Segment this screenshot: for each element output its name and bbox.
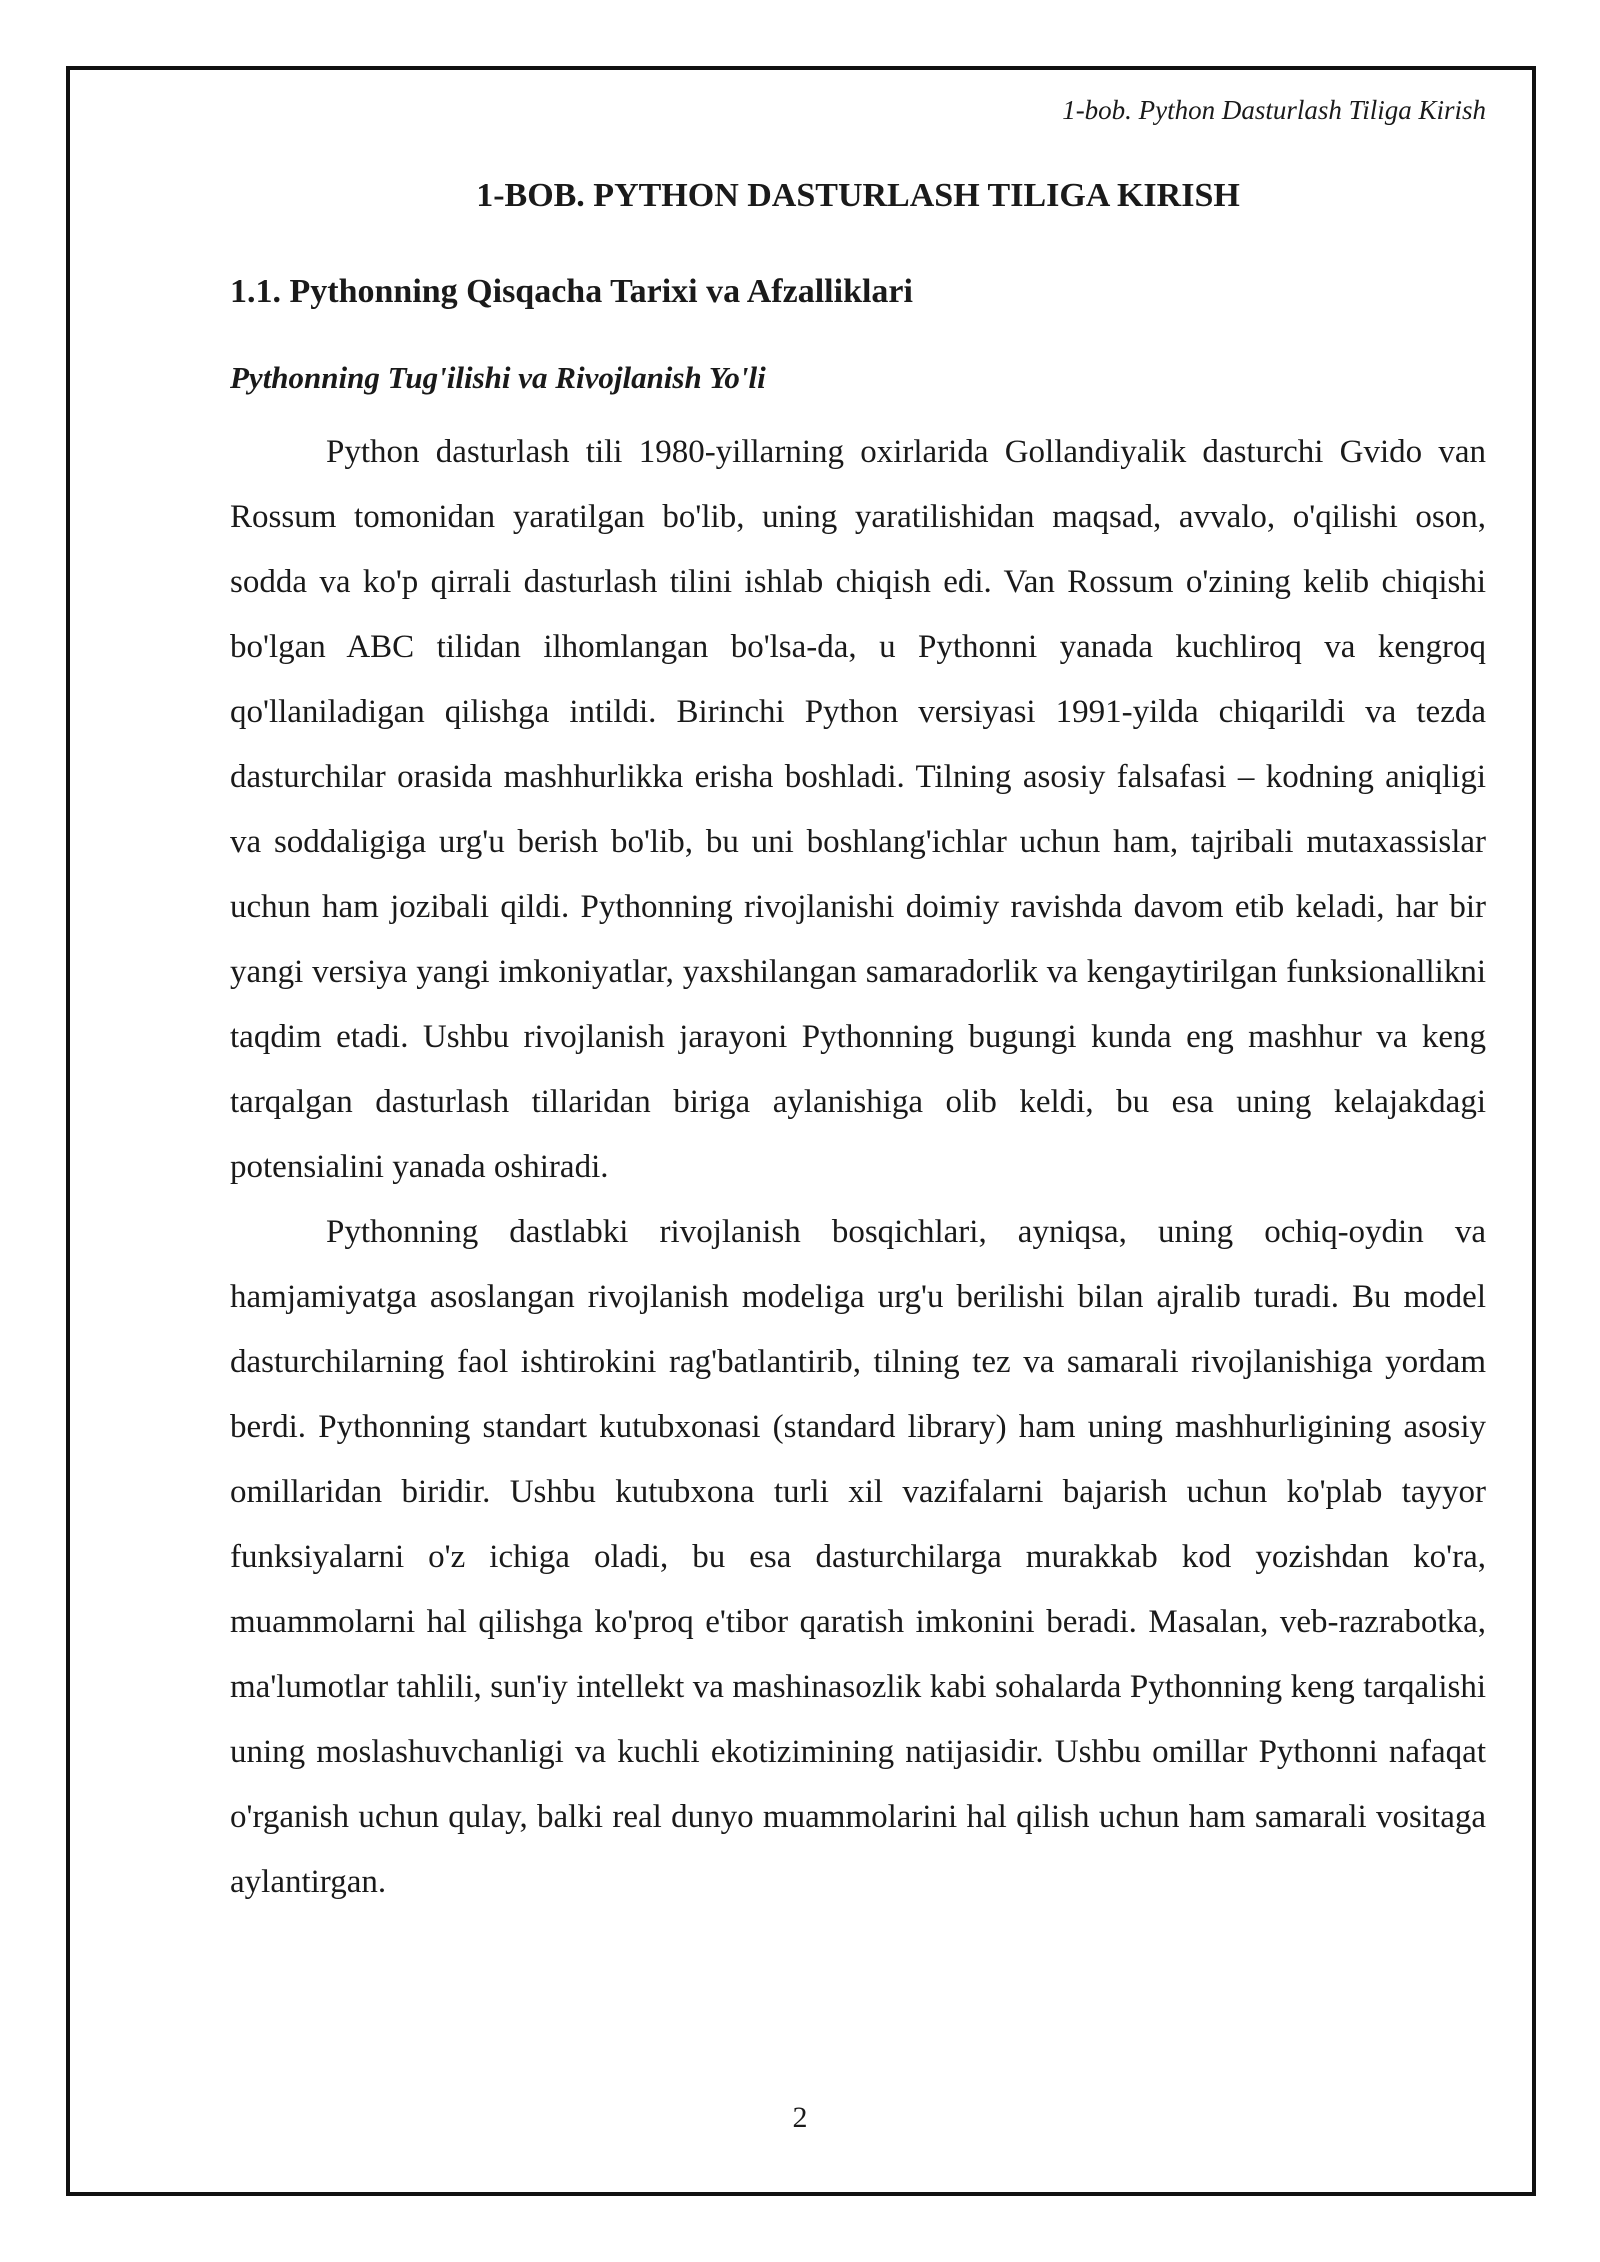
page-content (230, 90, 1486, 1915)
body-paragraph: Pythonning dastlabki rivojlanish bosqichlari, ayniqsa, uning ochiq-oydin va hamjamiyatga asoslangan rivojlanish modeliga urg'u berilishi bilan ajralib turadi. Bu model dasturchilarning faol ishtirokini rag'batlantirib, tilning tez va samarali rivojlanishiga yordam berdi. Pythonning standart kutubxonasi (standard library) ham uning mashhurligining asosiy omillaridan biridir. Ushbu kutubxona turli xil vazifalarni bajarish uchun ko'plab tayyor funksiyalarni o'z ichiga oladi, bu esa dasturchilarga murakkab kod yozishdan ko'ra, muammolarni hal qilishga ko'proq e'tibor qaratish imkonini beradi. Masalan, veb-razrabotka, ma'lumotlar tahlili, sun'iy intellekt va mashinasozlik kabi sohalarda Pythonning keng tarqalishi uning moslashuvchanligi va kuchli ekotizimining natijasidir. Ushbu omillar Pythonni nafaqat o'rganish uchun qulay, balki real dunyo muammolarini hal qilish uchun ham samarali vositaga aylantirgan. (230, 1214, 1486, 1900)
subsection-title: Pythonning Tug'ilishi va Rivojlanish Yo'li (230, 360, 766, 395)
section-title: 1.1. Pythonning Qisqacha Tarixi va Afzalliklari (230, 273, 913, 310)
page-number: 2 (792, 2101, 808, 2134)
chapter-title: 1-BOB. PYTHON DASTURLASH TILIGA KIRISH (476, 177, 1240, 214)
running-header: 1-bob. Python Dasturlash Tiliga Kirish (1062, 95, 1486, 125)
body-paragraph: Python dasturlash tili 1980-yillarning oxirlarida Gollandiyalik dasturchi Gvido van Rossum tomonidan yaratilgan bo'lib, uning yaratilishidan maqsad, avvalo, o'qilishi oson, sodda va ko'p qirrali dasturlash tilini ishlab chiqish edi. Van Rossum o'zining kelib chiqishi bo'lgan ABC tilidan ilhomlangan bo'lsa-da, u Pythonni yanada kuchliroq va kengroq qo'llaniladigan qilishga intildi. Birinchi Python versiyasi 1991-yilda chiqarildi va tezda dasturchilar orasida mashhurlikka erisha boshladi. Tilning asosiy falsafasi – kodning aniqligi va soddaligiga urg'u berish bo'lib, bu uni boshlang'ichlar uchun ham, tajribali mutaxassislar uchun ham jozibali qildi. Pythonning rivojlanishi doimiy ravishda davom etib keladi, har bir yangi versiya yangi imkoniyatlar, yaxshilangan samaradorlik va kengaytirilgan funksionallikni taqdim etadi. Ushbu rivojlanish jarayoni Pythonning bugungi kunda eng mashhur va keng tarqalgan dasturlash tillaridan biriga aylanishiga olib keldi, bu esa uning kelajakdagi potensialini yanada oshiradi. (230, 434, 1486, 1185)
